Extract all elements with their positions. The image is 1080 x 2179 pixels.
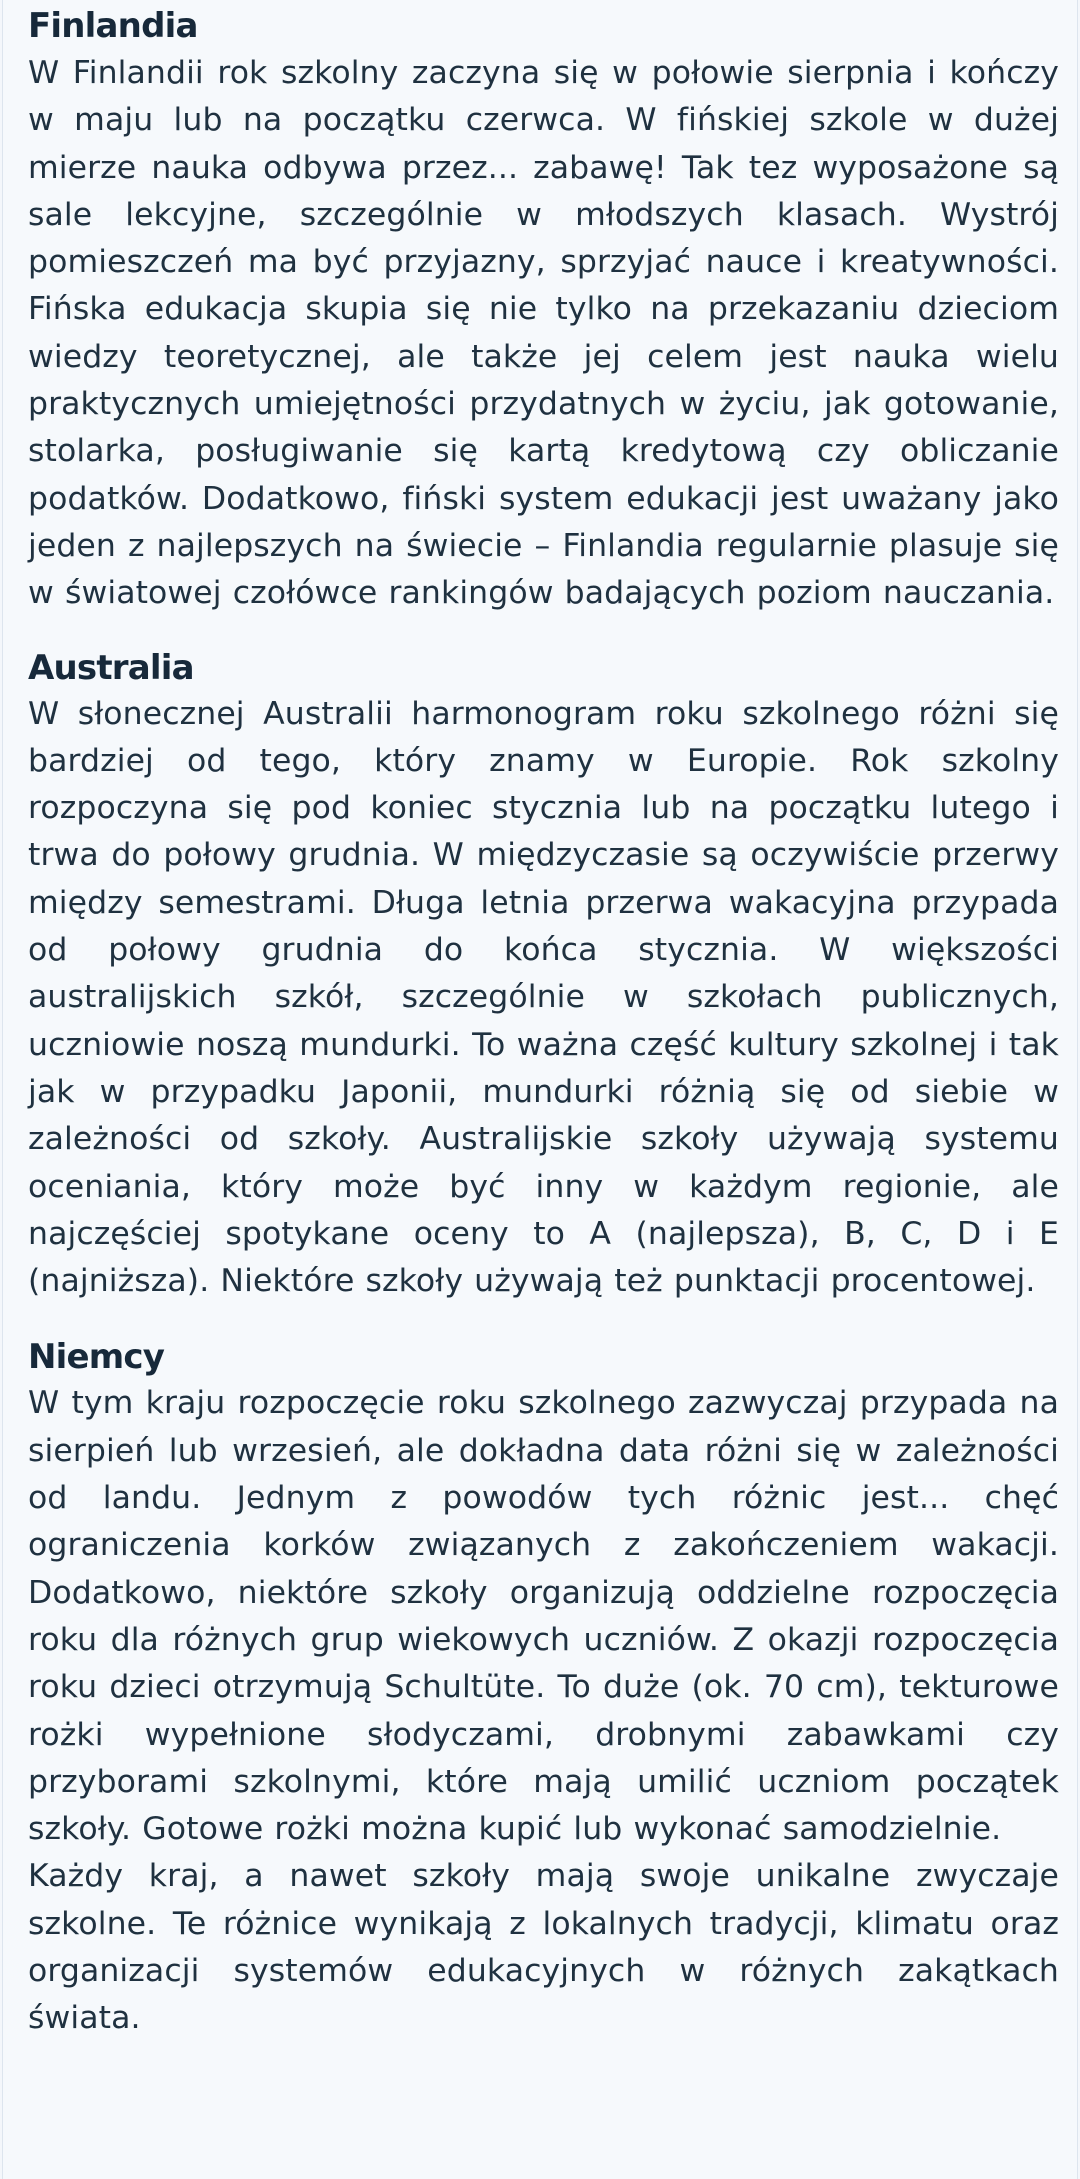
section-niemcy — [28, 1335, 1059, 1853]
section-text-finlandia: W Finlandii rok szkolny zaczyna się w połowie sierpnia i kończy w maju lub na początku czerwca. W fińskiej szkole w dużej mierze nauka odbywa przez... zabawę! Tak tez wyposażone są sale lekcyjne, szczególnie w młodszych klasach. Wystrój pomieszczeń ma być przyjazny, sprzyjać nauce i kreatywności. Fińska edukacja skupia się nie tylko na przekazaniu dzieciom wiedzy teoretycznej, ale także jej celem jest nauka wielu praktycznych umiejętności przydatnych w życiu, jak gotowanie, stolarka, posługiwanie się kartą kredytową czy obliczanie podatków. Dodatkowo, fiński system edukacji jest uważany jako jeden z najlepszych na świecie – Finlandia regularnie plasuje się w światowej czołówce rankingów badających poziom nauczania. — [28, 55, 1059, 612]
section-finlandia — [28, 0, 1059, 618]
section-title-niemcy: Niemcy — [28, 1337, 165, 1378]
closing-paragraph: Każdy kraj, a nawet szkoły mają swoje unikalne zwyczaje szkolne. Te różnice wynikają z lokalnych tradycji, klimatu oraz organizacji systemów edukacyjnych w różnych zakątkach świata. — [28, 1858, 1059, 2037]
article-page — [2, 0, 1078, 2179]
section-text-australia: W słonecznej Australii harmonogram roku szkolnego różni się bardziej od tego, który znamy w Europie. Rok szkolny rozpoczyna się pod koniec stycznia lub na początku lutego i trwa do połowy grudnia. W międzyczasie są oczywiście przerwy między semestrami. Długa letnia przerwa wakacyjna przypada od połowy grudnia do końca stycznia. W większości australijskich szkół, szczególnie w szkołach publicznych, uczniowie noszą mundurki. To ważna część kultury szkolnej i tak jak w przypadku Japonii, mundurki różnią się od siebie w zależności od szkoły. Australijskie szkoły używają systemu oceniania, który może być inny w każdym regionie, ale najczęściej spotykane oceny to A (najlepsza), B, C, D i E (najniższa). Niektóre szkoły używają też punktacji procentowej. — [28, 695, 1059, 1300]
section-australia — [28, 646, 1059, 1306]
section-title-finlandia: Finlandia — [28, 6, 198, 46]
section-title-australia: Australia — [28, 647, 194, 688]
section-text-niemcy: W tym kraju rozpoczęcie roku szkolnego zazwyczaj przypada na sierpień lub wrzesień, ale dokładna data różni się w zależności od landu. Jednym z powodów tych różnic jest... chęć ograniczenia korków związanych z zakończeniem wakacji. Dodatkowo, niektóre szkoły organizują oddzielne rozpoczęcia roku dla różnych grup wiekowych uczniów. Z okazji rozpoczęcia roku dzieci otrzymują Schultüte. To duże (ok. 70 cm), tekturowe rożki wypełnione słodyczami, drobnymi zabawkami czy przyborami szkolnymi, które mają umilić uczniom początek szkoły. Gotowe rożki można kupić lub wykonać samodzielnie. — [28, 1385, 1059, 1848]
article-content — [3, 0, 1077, 2043]
